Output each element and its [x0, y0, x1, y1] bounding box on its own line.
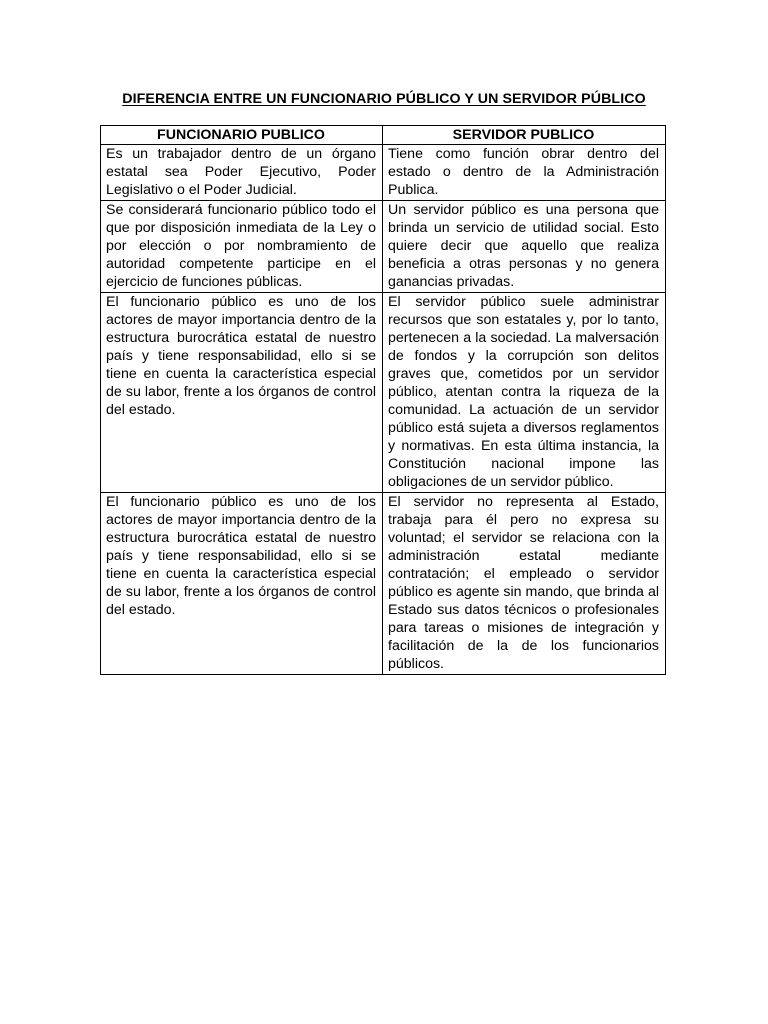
- table-row: [101, 493, 666, 675]
- table-row: [101, 293, 666, 493]
- cell-funcionario: Es un trabajador dentro de un órgano estatal sea Poder Ejecutivo, Poder Legislativo o el Poder Judicial.: [101, 145, 383, 201]
- cell-servidor: Tiene como función obrar dentro del estado o dentro de la Administración Publica.: [383, 145, 666, 201]
- table-row: [101, 145, 666, 201]
- cell-funcionario: El funcionario público es uno de los actores de mayor importancia dentro de la estructura burocrática estatal de nuestro país y tiene responsabilidad, ello si se tiene en cuenta la característica especial de su labor, frente a los órganos de control del estado.: [101, 293, 383, 493]
- table-header-row: [101, 126, 666, 145]
- cell-funcionario: El funcionario público es uno de los actores de mayor importancia dentro de la estructura burocrática estatal de nuestro país y tiene responsabilidad, ello si se tiene en cuenta la característica especial de su labor, frente a los órganos de control del estado.: [101, 493, 383, 675]
- cell-servidor: Un servidor público es una persona que brinda un servicio de utilidad social. Esto quiere decir que aquello que realiza beneficia a otras personas y no genera ganancias privadas.: [383, 201, 666, 293]
- document-title: DIFERENCIA ENTRE UN FUNCIONARIO PÚBLICO Y UN SERVIDOR PÚBLICO: [122, 91, 646, 107]
- cell-funcionario: Se considerará funcionario público todo el que por disposición inmediata de la Ley o por elección o por nombramiento de autoridad competente participe en el ejercicio de funciones públicas.: [101, 201, 383, 293]
- header-funcionario: FUNCIONARIO PUBLICO: [101, 126, 383, 145]
- header-servidor: SERVIDOR PUBLICO: [383, 126, 666, 145]
- cell-servidor: El servidor público suele administrar recursos que son estatales y, por lo tanto, pertenecen a la sociedad. La malversación de fondos y la corrupción son delitos graves que, cometidos por un servidor público, atentan contra la riqueza de la comunidad. La actuación de un servidor público está sujeta a diversos reglamentos y normativas. En esta última instancia, la Constitución nacional impone las obligaciones de un servidor público.: [383, 293, 666, 493]
- table-row: [101, 201, 666, 293]
- comparison-table: [100, 125, 666, 675]
- cell-servidor: El servidor no representa al Estado, trabaja para él pero no expresa su voluntad; el servidor se relaciona con la administración estatal mediante contratación; el empleado o servidor público es agente sin mando, que brinda al Estado sus datos técnicos o profesionales para tareas o misiones de integración y facilitación de la de los funcionarios públicos.: [383, 493, 666, 675]
